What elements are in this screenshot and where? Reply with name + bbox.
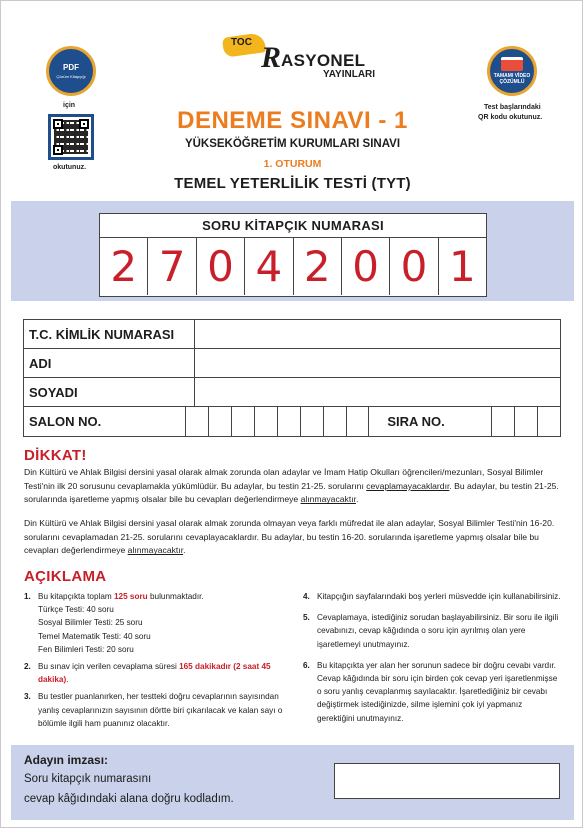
list-item bbox=[24, 590, 286, 656]
list-item bbox=[24, 660, 286, 686]
qr-caption-bottom: okutunuz. bbox=[53, 164, 87, 171]
booklet-digit: 4 bbox=[245, 238, 293, 295]
tc-id-label: T.C. KİMLİK NUMARASI bbox=[24, 320, 195, 348]
item-number: 6. bbox=[303, 660, 310, 670]
exam-test-name: TEMEL YETERLİLİK TESTİ (TYT) bbox=[174, 175, 411, 192]
clapperboard-icon bbox=[501, 57, 523, 71]
item-number: 3. bbox=[24, 692, 31, 702]
dikkat-p2-underline: alınmayacaktır bbox=[127, 545, 184, 556]
video-caption-line2: QR kodu okutunuz. bbox=[478, 114, 543, 121]
item-number: 4. bbox=[303, 592, 310, 601]
publisher-logo bbox=[219, 31, 376, 81]
item-2-highlight: 165 dakikadır (2 saat 45 dakika) bbox=[38, 662, 271, 685]
item-1-text: Bu kitapçıkta toplam bbox=[38, 592, 114, 601]
booklet-digit: 1 bbox=[448, 242, 476, 291]
booklet-number-label: SORU KİTAPÇIK NUMARASI bbox=[100, 214, 486, 238]
dikkat-p2-text: Din Kültürü ve Ahlak Bilgisi dersini yasal olarak almak zorunda olmayan veya farklı müfredat ile alan adaylar, Sosyal Bilimler Testi'nin 16-20. sorularını cevaplamadan 21-25. sorularını cevaplayacaklardır. Bu adaylar, bu testin 16-20. sorularında işaretleme yapmış olsalar bile bu cevapları değerlendirmeye bbox=[24, 518, 555, 556]
item-number: 2. bbox=[24, 662, 31, 672]
item-number: 1. bbox=[24, 592, 31, 601]
signature-title: Adayın imzası: bbox=[24, 753, 109, 767]
sira-label: SIRA NO. bbox=[387, 414, 445, 429]
list-item bbox=[24, 690, 286, 730]
item-1-subline: Sosyal Bilimler Testi: 25 soru bbox=[38, 618, 143, 628]
list-item bbox=[303, 611, 561, 651]
booklet-number-box bbox=[99, 213, 487, 297]
salon-boxes bbox=[185, 407, 369, 436]
dikkat-p1-text: . Bu adaylar, bu testin 21-25. sorularında işaretleme yapmış olsalar bile bu cevapları değerlendirmeye bbox=[24, 480, 559, 505]
salon-label: SALON NO. bbox=[29, 414, 102, 429]
sira-digit-box[interactable] bbox=[537, 407, 560, 436]
salon-digit-box[interactable] bbox=[277, 407, 300, 436]
item-2-text: . bbox=[66, 675, 69, 685]
video-caption-line1: Test başlarındaki bbox=[484, 104, 541, 111]
logo-name: ASYONEL bbox=[281, 51, 366, 70]
dikkat-p1-underline: cevaplamayacaklardır bbox=[366, 480, 450, 491]
list-item bbox=[303, 590, 561, 603]
item-1-subline: Temel Matematik Testi: 40 soru bbox=[38, 631, 151, 641]
list-item bbox=[303, 659, 561, 725]
dikkat-p1-text: Din Kültürü ve Ahlak Bilgisi dersini yasal olarak almak zorunda olan adaylar ve İmam Hatip Okulları öğrencileri/mezunları, Sosyal Bilimler Testi'nin ilk 20 sorusunu cevaplamakla yükümlüdür. Bu adaylar, bu testin 21-25. sorularını bbox=[24, 467, 544, 491]
signature-box[interactable] bbox=[334, 763, 560, 799]
exam-subtitle: YÜKSEKÖĞRETİM KURUMLARI SINAVI bbox=[184, 138, 401, 150]
pdf-badge-sub: Çözüm Kitapçığı bbox=[56, 74, 86, 79]
item-text: Bu kitapçıkta yer alan her sorunun sadece bir doğru cevabı vardır. Cevap kâğıdında bir soru için birden çok cevap yeri işaretlenmişse o soru yanlış cevaplanmış sayılacaktır. İşaretlediğiniz bir cevabı değiştirmek istediğinizde, silme işlemini çok iyi yapmanız gerektiğini unutmayınız. bbox=[317, 660, 558, 723]
pdf-solution-badge[interactable] bbox=[46, 46, 96, 96]
salon-digit-box[interactable] bbox=[231, 407, 254, 436]
name-field[interactable] bbox=[195, 349, 560, 377]
signature-line-2: cevap kâğıdındaki alana doğru kodladım. bbox=[24, 793, 234, 805]
sira-boxes bbox=[491, 407, 560, 436]
salon-sira-row bbox=[24, 407, 560, 436]
sira-digit-box[interactable] bbox=[514, 407, 537, 436]
candidate-id-table bbox=[23, 319, 561, 437]
item-text bbox=[38, 590, 204, 656]
dikkat-paragraph-2 bbox=[24, 517, 564, 558]
tc-id-field[interactable] bbox=[195, 320, 560, 348]
booklet-digit: 0 bbox=[197, 238, 245, 295]
tc-id-row bbox=[24, 320, 560, 349]
dikkat-heading: DİKKAT! bbox=[24, 447, 87, 464]
salon-digit-box[interactable] bbox=[185, 407, 208, 436]
surname-row bbox=[24, 378, 560, 407]
item-text: Cevaplamaya, istediğiniz sorudan başlayabilirsiniz. Bir soru ile ilgili cevabınızı, cevap kâğıdında o soru için ayrılmış olan yere işaretlemeyi unutmayınız. bbox=[317, 613, 559, 649]
sira-digit-box[interactable] bbox=[491, 407, 514, 436]
aciklama-left-column bbox=[24, 590, 286, 734]
item-number: 5. bbox=[303, 613, 310, 623]
booklet-digit: 0 bbox=[342, 238, 390, 295]
booklet-digit: 2 bbox=[294, 238, 342, 295]
booklet-digit: 0 bbox=[390, 238, 438, 295]
surname-label: SOYADI bbox=[24, 378, 195, 406]
booklet-digits bbox=[100, 238, 486, 295]
exam-title: DENEME SINAVI - 1 bbox=[177, 107, 408, 134]
video-badge-label: TAMAMI VİDEO ÇÖZÜMLÜ bbox=[493, 73, 531, 85]
item-1-highlight: 125 soru bbox=[114, 592, 148, 601]
item-1-subline: Fen Bilimleri Testi: 20 soru bbox=[38, 644, 134, 654]
dikkat-p2-text: . bbox=[183, 545, 186, 556]
aciklama-heading: AÇIKLAMA bbox=[24, 568, 107, 585]
salon-digit-box[interactable] bbox=[323, 407, 346, 436]
video-solution-badge[interactable] bbox=[487, 46, 537, 96]
logo-toc: TOC bbox=[231, 37, 252, 48]
salon-digit-box[interactable] bbox=[254, 407, 277, 436]
item-text bbox=[38, 660, 286, 686]
logo-r: R bbox=[261, 41, 282, 74]
salon-digit-box[interactable] bbox=[346, 407, 369, 436]
dikkat-p1-text: . bbox=[355, 494, 359, 505]
dikkat-p1-underline: alınmayacaktır bbox=[300, 494, 356, 505]
qr-caption-top: için bbox=[63, 102, 76, 109]
aciklama-right-column bbox=[303, 590, 561, 729]
name-row bbox=[24, 349, 560, 378]
item-1-subline: Türkçe Testi: 40 soru bbox=[38, 605, 114, 615]
logo-sub: YAYINLARI bbox=[323, 69, 376, 80]
pdf-badge-label: PDF bbox=[63, 63, 79, 72]
item-text: Bu testler puanlanırken, her testteki doğru cevaplarının sayısından yanlış cevaplarınızın sayısının dörtte biri çıkarılacak ve kalan sayı o bölümle ilgili ham puanınız olacaktır. bbox=[38, 692, 283, 728]
surname-field[interactable] bbox=[195, 378, 560, 406]
item-2-text: Bu sınav için verilen cevaplama süresi bbox=[38, 662, 180, 672]
dikkat-paragraph-1 bbox=[24, 466, 564, 507]
salon-digit-box[interactable] bbox=[300, 407, 323, 436]
booklet-digit: 7 bbox=[148, 238, 196, 295]
salon-digit-box[interactable] bbox=[208, 407, 231, 436]
booklet-digit: 2 bbox=[100, 238, 148, 295]
item-1-text: bulunmaktadır. bbox=[147, 592, 204, 601]
name-label: ADI bbox=[24, 349, 195, 377]
signature-line-1: Soru kitapçık numarasını bbox=[24, 773, 152, 785]
item-text: Kitapçığın sayfalarındaki boş yerleri müsvedde için kullanabilirsiniz. bbox=[317, 592, 561, 601]
exam-session: 1. OTURUM bbox=[263, 158, 322, 170]
